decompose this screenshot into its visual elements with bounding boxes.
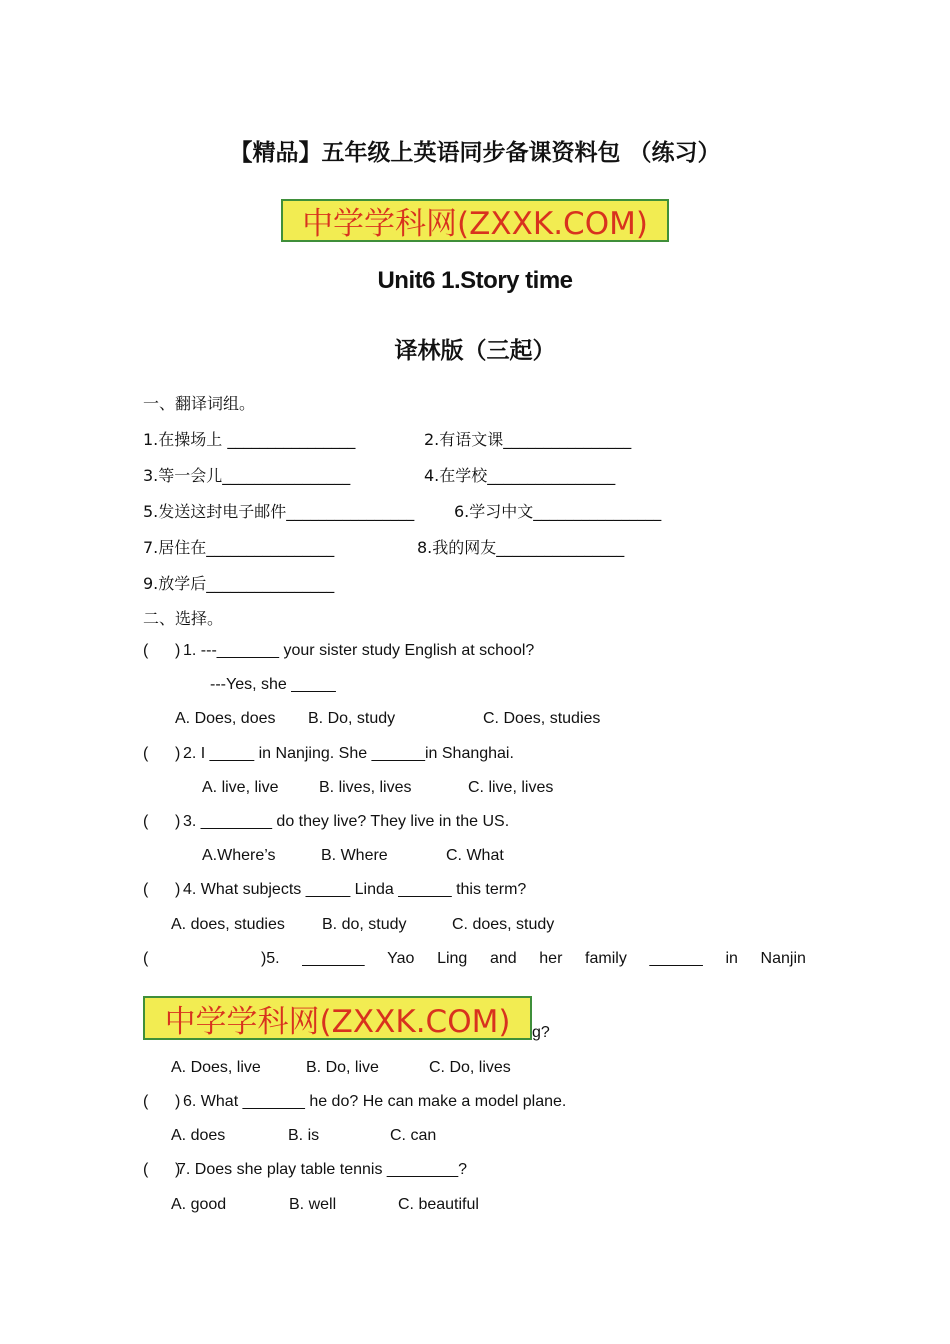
question-stem: 2. I _____ in Nanjing. She ______in Shanghai.: [183, 745, 514, 762]
translate-item: 6.学习中文________________: [454, 502, 662, 521]
q5-word: _______: [302, 950, 365, 967]
option-b: B. is: [288, 1127, 320, 1144]
option-c: C. beautiful: [398, 1196, 479, 1213]
option-a: A. does, studies: [171, 916, 285, 933]
option-a: A. live, live: [202, 779, 279, 796]
option-c: C. does, study: [452, 916, 555, 933]
option-c: C. Does, studies: [483, 710, 601, 727]
answer-paren: ( ): [143, 1093, 181, 1110]
question-stem: 6. What _______ he do? He can make a model plane.: [183, 1093, 567, 1110]
q5-word: and: [489, 950, 517, 967]
option-b: B. Do, study: [308, 710, 396, 727]
answer-paren: ( ): [143, 745, 181, 762]
option-a: A. good: [171, 1196, 227, 1213]
option-c: C. can: [390, 1127, 437, 1144]
q5-word: Ling: [437, 950, 468, 967]
question-stem: 4. What subjects _____ Linda ______ this term?: [183, 881, 527, 898]
option-c: C. What: [446, 847, 504, 864]
q5-tail: g?: [532, 1024, 550, 1041]
q5-word: her: [539, 950, 563, 967]
answer-paren: ( ): [143, 642, 181, 659]
q5-word: in: [725, 950, 738, 967]
translate-item: 9.放学后________________: [143, 574, 335, 593]
q5-word: (: [143, 950, 149, 967]
option-b: B. well: [289, 1196, 337, 1213]
answer-paren: ( ): [143, 881, 181, 898]
translate-item: 3.等一会儿________________: [143, 466, 351, 485]
question-stem-justified: [143, 950, 806, 968]
answer-paren: ( ): [143, 813, 181, 830]
option-a: A. Does, does: [175, 710, 276, 727]
unit-title: Unit6 1.Story time: [377, 267, 573, 294]
q5-word: Yao: [387, 950, 415, 967]
section1-heading: 一、翻译词组。: [143, 394, 256, 413]
option-b: B. Do, live: [306, 1059, 379, 1076]
option-a: A.Where’s: [202, 847, 276, 864]
q5-word: family: [585, 950, 627, 967]
translate-item: 7.居住在________________: [143, 538, 335, 557]
q5-word: ______: [649, 950, 703, 967]
translate-item: 1.在操场上 ________________: [143, 430, 356, 449]
option-b: B. do, study: [322, 916, 407, 933]
q5-word: Nanjin: [760, 950, 806, 967]
translate-item: 5.发送这封电子邮件________________: [143, 502, 415, 521]
question-stem: 7. Does she play table tennis ________?: [177, 1161, 467, 1178]
q5-word: )5.: [260, 950, 280, 967]
section2-heading: 二、选择。: [143, 609, 224, 628]
translate-item: 2.有语文课________________: [424, 430, 632, 449]
translate-item: 8.我的网友________________: [417, 538, 625, 557]
option-a: A. does: [171, 1127, 226, 1144]
edition-title: 译林版（三起）: [394, 338, 556, 364]
question-stem: 1. ---_______ your sister study English at school?: [183, 642, 535, 659]
option-b: B. Where: [321, 847, 388, 864]
option-b: B. lives, lives: [319, 779, 412, 796]
answer-paren: ( ): [143, 1161, 181, 1178]
option-c: C. Do, lives: [429, 1059, 511, 1076]
watermark-logo: 中学学科网(ZXXK.COM): [281, 199, 669, 242]
page-title: 【精品】五年级上英语同步备课资料包 （练习）: [229, 140, 721, 166]
translate-item: 4.在学校________________: [424, 466, 616, 485]
question-stem: 3. ________ do they live? They live in the US.: [183, 813, 510, 830]
watermark-logo: 中学学科网(ZXXK.COM): [143, 996, 532, 1040]
option-a: A. Does, live: [171, 1059, 261, 1076]
question-line: ---Yes, she _____: [210, 676, 336, 693]
option-c: C. live, lives: [468, 779, 554, 796]
